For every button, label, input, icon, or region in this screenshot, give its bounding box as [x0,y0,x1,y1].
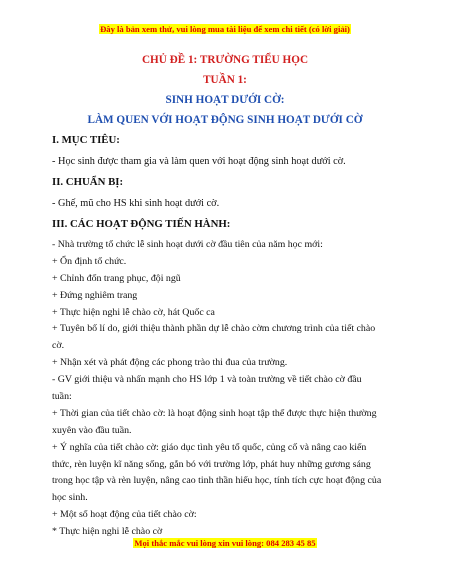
body-line: + Tuyên bố lí do, giới thiệu thành phần dự lễ chào cờm chương trình của tiết chào [52,323,376,335]
body-line: + Ổn định tổ chức. [52,255,127,267]
body-line: + Thời gian của tiết chào cờ: là hoạt động sinh hoạt tập thể được thực hiện thường [52,407,377,419]
body-line: thức, rèn luyện kĩ năng sống, gắn bó với trường lớp, phát huy những gương sáng [52,458,371,470]
body-line: - Nhà trường tổ chức lễ sinh hoạt dưới cờ đầu tiên của năm học mới: [52,239,323,250]
body-line: + Đứng nghiêm trang [52,289,138,301]
body-line: + Chỉnh đốn trang phục, đội ngũ [52,272,181,284]
week-title: TUẦN 1: [203,74,247,86]
body-line: * Thực hiện nghi lễ chào cờ [52,526,163,537]
contact-banner [0,537,450,549]
body-line: + Thực hiện nghi lễ chào cờ, hát Quốc ca [52,306,215,318]
objectives-text: - Học sinh được tham gia và làm quen với hoạt động sinh hoạt dưới cờ. [52,156,346,167]
body-line: + Một số hoạt động của tiết chào cờ: [52,509,197,521]
body-line: cờ. [52,340,65,352]
preview-notice-text: Đây là bản xem thử, vui lòng mua tài liệu để xem chi tiết (có lời giải) [100,24,350,34]
body-line: + Ý nghĩa của tiết chào cờ: giáo dục tình yêu tổ quốc, củng cố và nâng cao kiến [52,441,367,453]
topic-title: CHỦ ĐỀ 1: TRƯỜNG TIỂU HỌC [141,54,309,66]
preparation-text: - Ghế, mũ cho HS khi sinh hoạt dưới cờ. [52,198,220,209]
activities-heading: III. CÁC HOẠT ĐỘNG TIẾN HÀNH: [52,218,231,230]
body-line: + Nhận xét và phát động các phong trào thi đua của trường. [52,357,288,369]
lesson-title: LÀM QUEN VỚI HOẠT ĐỘNG SINH HOẠT DƯỚI CỜ [87,114,363,126]
preview-notice-banner [0,23,450,35]
body-line: học sinh. [52,492,88,504]
body-line: - GV giới thiệu và nhấn mạnh cho HS lớp 1 và toàn trường về tiết chào cờ đầu [52,374,362,386]
preparation-heading: II. CHUẨN BỊ: [52,176,124,188]
activity-title: SINH HOẠT DƯỚI CỜ: [165,94,285,106]
body-line: xuyên vào đầu tuần. [52,424,132,436]
contact-text: Mọi thắc mắc vui lòng xin vui lòng: 084 283 45 85 [134,538,316,548]
objectives-heading: I. MỤC TIÊU: [52,134,120,146]
body-line: trong học tập và rèn luyện, nâng cao tinh thần hiếu học, tính tích cực hoạt động của [52,475,382,487]
body-line: tuần: [52,390,72,402]
